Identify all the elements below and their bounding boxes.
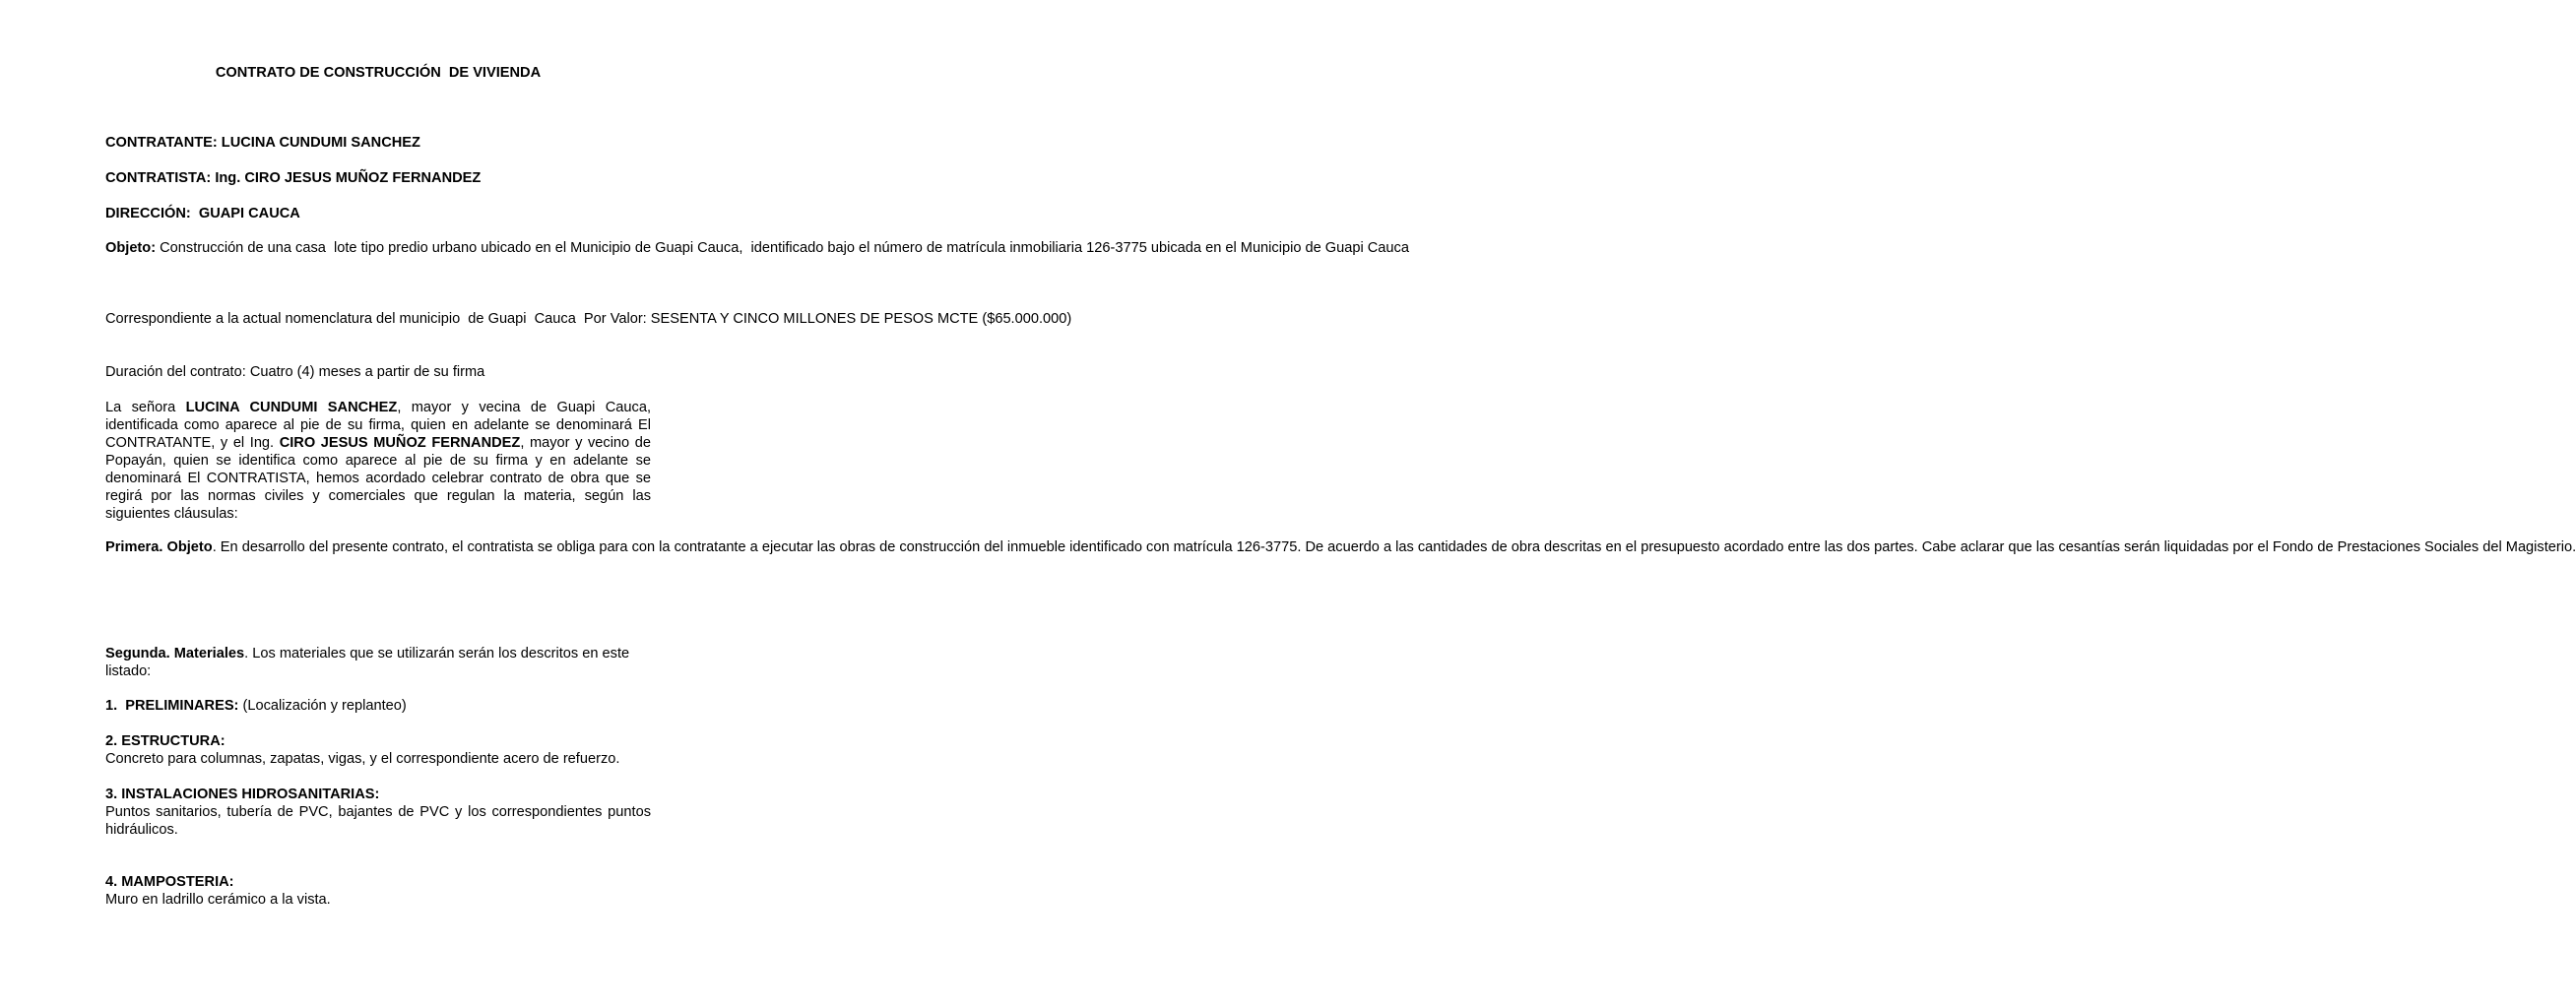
segunda-text: . Los materiales que se utilizarán serán los descritos en este listado:	[105, 646, 630, 679]
contratante-name: LUCINA CUNDUMI SANCHEZ	[185, 400, 398, 415]
contratista-name: CIRO JESUS MUÑOZ FERNANDEZ	[279, 435, 521, 451]
valor-paragraph: Correspondiente a la actual nomenclatura del municipio de Guapi Cauca Por Valor: SESENTA Y CINCO MILLONES DE PESOS MCTE ($65.000.000)	[105, 311, 1072, 327]
objeto-paragraph	[105, 239, 1409, 257]
objeto-label: Objeto:	[105, 240, 157, 256]
partes-paragraph: La señora LUCINA CUNDUMI SANCHEZ, mayor y vecina de Guapi Cauca, identificada como aparece al pie de su firma, quien en adelante se denominará El CONTRATANTE, y el Ing. CIRO JESUS MUÑOZ FERNANDEZ, mayor y vecino de Popayán, quien se identifica como aparece al pie de su firma y en adelante se denominará El CONTRATISTA, hemos acordado celebrar contrato de obra que se regirá por las normas civiles y comerciales que regulan la materia, según las siguientes cláusulas:	[105, 400, 652, 522]
primera-clausula	[105, 538, 2576, 556]
document-title: CONTRATO DE CONSTRUCCIÓN DE VIVIENDA	[215, 65, 542, 81]
contratista-line: CONTRATISTA: Ing. CIRO JESUS MUÑOZ FERNANDEZ	[105, 170, 482, 186]
item-instalaciones: 3. INSTALACIONES HIDROSANITARIAS: Puntos sanitarios, tubería de PVC, bajantes de PVC y los correspondientes puntos hidráulicos.	[105, 787, 651, 838]
objeto-text: Construcción de una casa lote tipo predio urbano ubicado en el Municipio de Guapi Cauca, identificado bajo el número de matrícula inmobiliaria 126-3775 ubicada en el Municipio de Guapi Cauca	[156, 240, 1409, 256]
segunda-clausula	[105, 645, 651, 680]
segunda-label: Segunda. Materiales	[105, 646, 245, 662]
item-mamposteria: 4. MAMPOSTERIA: Muro en ladrillo cerámico a la vista.	[105, 874, 331, 908]
primera-label: Primera. Objeto	[105, 539, 213, 555]
contratante-line: CONTRATANTE: LUCINA CUNDUMI SANCHEZ	[105, 135, 420, 151]
direccion-line: DIRECCIÓN: GUAPI CAUCA	[105, 206, 300, 221]
duracion-paragraph: Duración del contrato: Cuatro (4) meses a partir de su firma	[105, 364, 485, 380]
primera-text: . En desarrollo del presente contrato, el contratista se obliga para con la contratante a ejecutar las obras de construcción del inmueble identificado con matrícula 126-3775. De acuerdo a las cantidades de obra descritas en el presupuesto acordado entre las dos partes. Cabe aclarar que las cesantías serán liquidadas por el Fondo de Prestaciones Sociales del Magisterio.	[212, 539, 2576, 555]
item-preliminares: 1. PRELIMINARES: (Localización y replanteo)	[105, 698, 407, 714]
item-estructura: 2. ESTRUCTURA: Concreto para columnas, zapatas, vigas, y el correspondiente acero de refuerzo.	[105, 733, 620, 767]
